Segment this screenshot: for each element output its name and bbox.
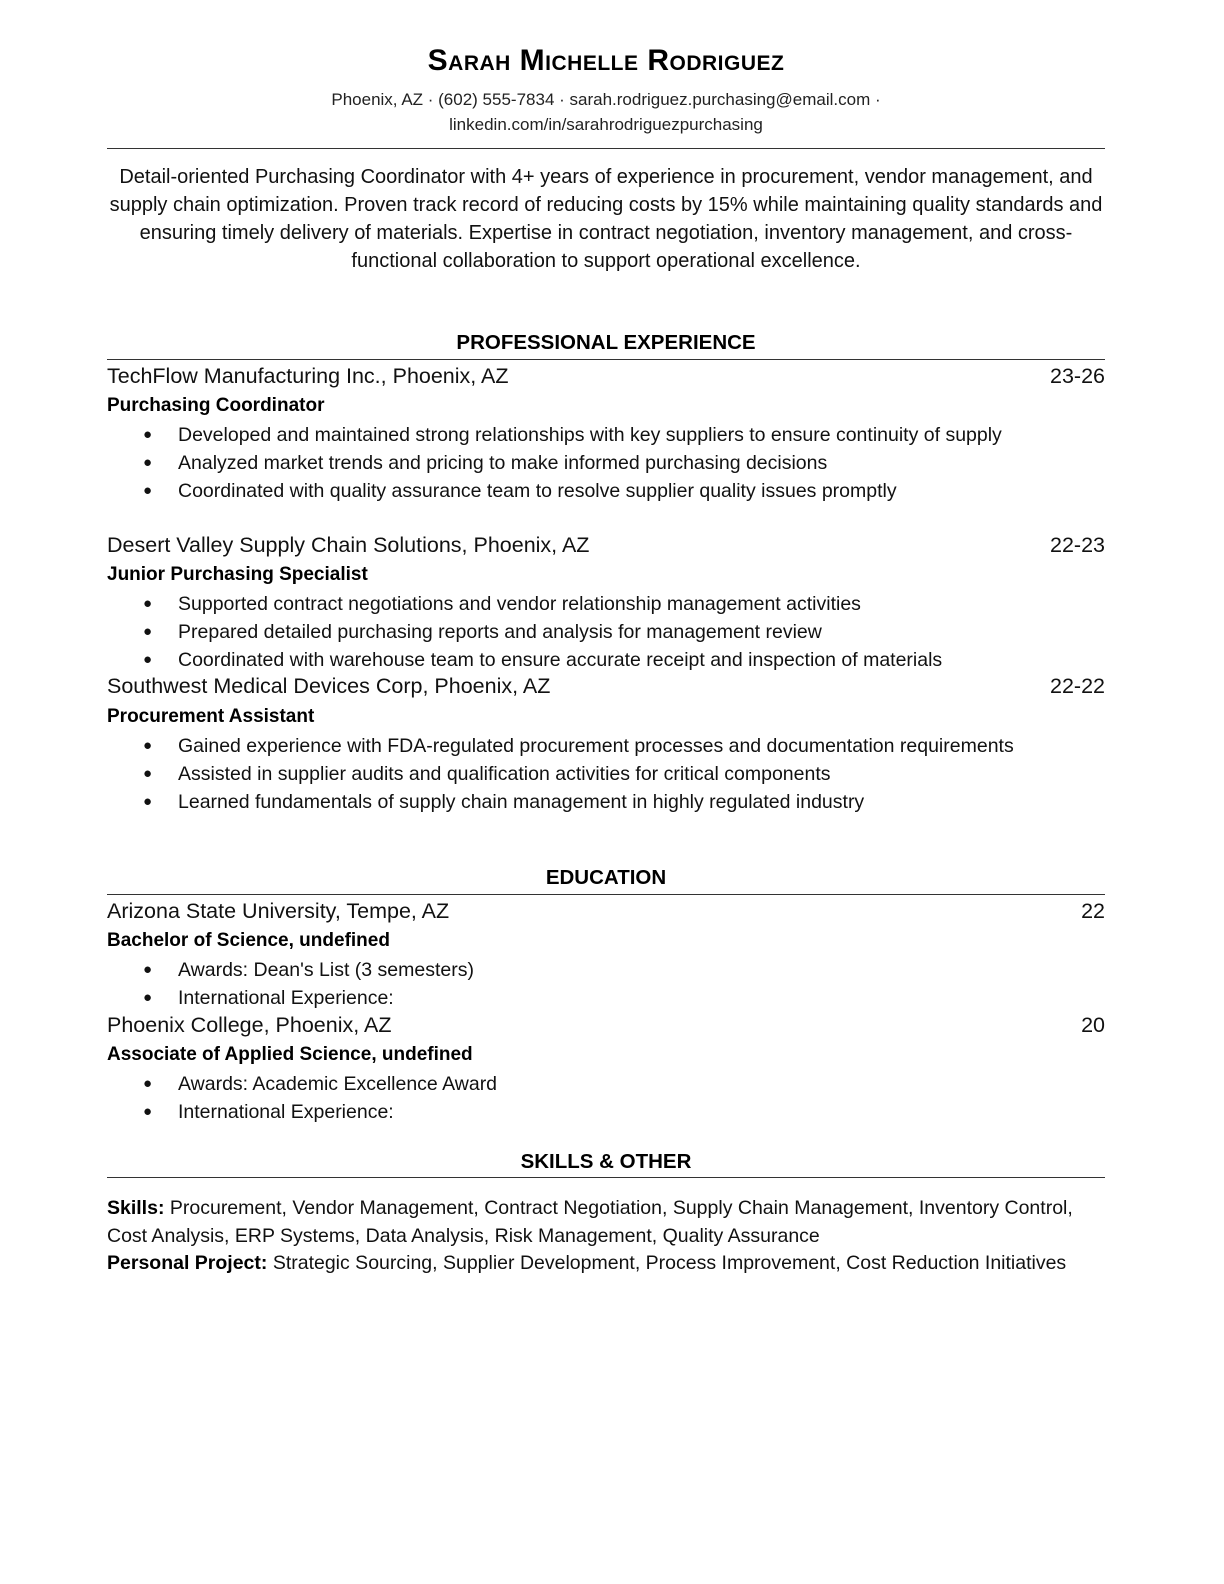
job-company: TechFlow Manufacturing Inc., Phoenix, AZ <box>107 364 509 388</box>
bullet-text: Supported contract negotiations and vendor relationship management activities <box>178 593 861 615</box>
bullet-text: International Experience: <box>178 1101 394 1123</box>
bullet-icon: ● <box>143 961 153 978</box>
bullet-icon: ● <box>143 989 153 1006</box>
bullet-text: Prepared detailed purchasing reports and analysis for management review <box>178 621 822 643</box>
education-divider <box>107 894 1105 895</box>
job-header <box>107 364 1105 389</box>
bullet-text: International Experience: <box>178 987 394 1009</box>
school-name: Arizona State University, Tempe, AZ <box>107 899 450 923</box>
bullet-text: Gained experience with FDA-regulated procurement processes and documentation requirements <box>178 735 1014 757</box>
bullet-icon: ● <box>143 623 153 640</box>
skills-block <box>107 1195 1105 1278</box>
bullet-text: Learned fundamentals of supply chain management in highly regulated industry <box>178 791 865 813</box>
list-item <box>107 477 1105 505</box>
skills-label: Skills: <box>107 1197 165 1219</box>
experience-divider <box>107 359 1105 360</box>
school-dates: 22 <box>1081 899 1105 923</box>
skills-text: Procurement, Vendor Management, Contract Negotiation, Supply Chain Management, Inventory Control, Cost Analysis, ERP Systems, Data Analysis, Risk Management, Quality Assurance <box>107 1197 1073 1247</box>
list-item <box>107 788 1105 816</box>
job-role: Junior Purchasing Specialist <box>107 564 368 585</box>
list-item <box>107 984 1105 1012</box>
school-bullets <box>107 956 1105 1012</box>
list-item <box>107 1098 1105 1126</box>
contact-line-1: Phoenix, AZ · (602) 555-7834 · sarah.rodriguez.purchasing@email.com · <box>331 90 881 109</box>
bullet-text: Assisted in supplier audits and qualification activities for critical components <box>178 763 831 785</box>
bullet-icon: ● <box>143 793 153 810</box>
section-title-experience: PROFESSIONAL EXPERIENCE <box>456 331 756 354</box>
bullet-text: Analyzed market trends and pricing to make informed purchasing decisions <box>178 452 828 474</box>
job-dates: 22-22 <box>1050 674 1105 698</box>
school-name: Phoenix College, Phoenix, AZ <box>107 1013 392 1037</box>
list-item <box>107 956 1105 984</box>
list-item <box>107 618 1105 646</box>
section-title-skills: SKILLS & OTHER <box>520 1150 692 1173</box>
list-item <box>107 449 1105 477</box>
degree: Bachelor of Science, undefined <box>107 930 390 951</box>
section-title-education: EDUCATION <box>545 866 667 889</box>
job-header <box>107 674 1105 699</box>
project-line <box>107 1250 1105 1278</box>
skills-line <box>107 1195 1105 1250</box>
list-item <box>107 590 1105 618</box>
list-item <box>107 732 1105 760</box>
bullet-icon: ● <box>143 595 153 612</box>
school-dates: 20 <box>1081 1013 1105 1037</box>
bullet-icon: ● <box>143 426 153 443</box>
school-bullets <box>107 1070 1105 1126</box>
job-header <box>107 533 1105 558</box>
bullet-icon: ● <box>143 1103 153 1120</box>
bullet-icon: ● <box>143 482 153 499</box>
header-divider <box>107 148 1105 149</box>
bullet-text: Awards: Academic Excellence Award <box>178 1073 498 1095</box>
school-header <box>107 899 1105 924</box>
bullet-icon: ● <box>143 1075 153 1092</box>
job-company: Desert Valley Supply Chain Solutions, Phoenix, AZ <box>107 533 590 557</box>
job-bullets <box>107 421 1105 505</box>
list-item <box>107 646 1105 674</box>
job-role: Procurement Assistant <box>107 706 315 727</box>
job-dates: 22-23 <box>1050 533 1105 557</box>
job-role: Purchasing Coordinator <box>107 395 325 416</box>
bullet-text: Developed and maintained strong relationships with key suppliers to ensure continuity of supply <box>178 424 1002 446</box>
job-company: Southwest Medical Devices Corp, Phoenix, AZ <box>107 674 551 698</box>
skills-divider <box>107 1177 1105 1178</box>
contact-info <box>107 87 1105 137</box>
bullet-text: Coordinated with warehouse team to ensure accurate receipt and inspection of materials <box>178 649 943 671</box>
bullet-icon: ● <box>143 454 153 471</box>
job-bullets <box>107 732 1105 816</box>
list-item <box>107 760 1105 788</box>
project-text: Strategic Sourcing, Supplier Development, Process Improvement, Cost Reduction Initiatives <box>272 1252 1067 1274</box>
list-item <box>107 1070 1105 1098</box>
bullet-text: Coordinated with quality assurance team to resolve supplier quality issues promptly <box>178 480 897 502</box>
job-bullets <box>107 590 1105 674</box>
job-dates: 23-26 <box>1050 364 1105 388</box>
school-header <box>107 1013 1105 1038</box>
bullet-icon: ● <box>143 765 153 782</box>
contact-line-2: linkedin.com/in/sarahrodriguezpurchasing <box>449 115 763 134</box>
list-item <box>107 421 1105 449</box>
degree: Associate of Applied Science, undefined <box>107 1044 473 1065</box>
professional-summary: Detail-oriented Purchasing Coordinator with 4+ years of experience in procurement, vendor management, and supply chain optimization. Proven track record of reducing costs by 15% while maintaining quality standards and ensuring timely delivery of materials. Expertise in contract negotiation, inventory management, and cross-functional collaboration to support operational excellence. <box>109 166 1103 272</box>
bullet-icon: ● <box>143 651 153 668</box>
bullet-text: Awards: Dean's List (3 semesters) <box>178 959 474 981</box>
bullet-icon: ● <box>143 737 153 754</box>
candidate-name: Sarah Michelle Rodriguez <box>427 44 785 77</box>
project-label: Personal Project: <box>107 1252 268 1274</box>
